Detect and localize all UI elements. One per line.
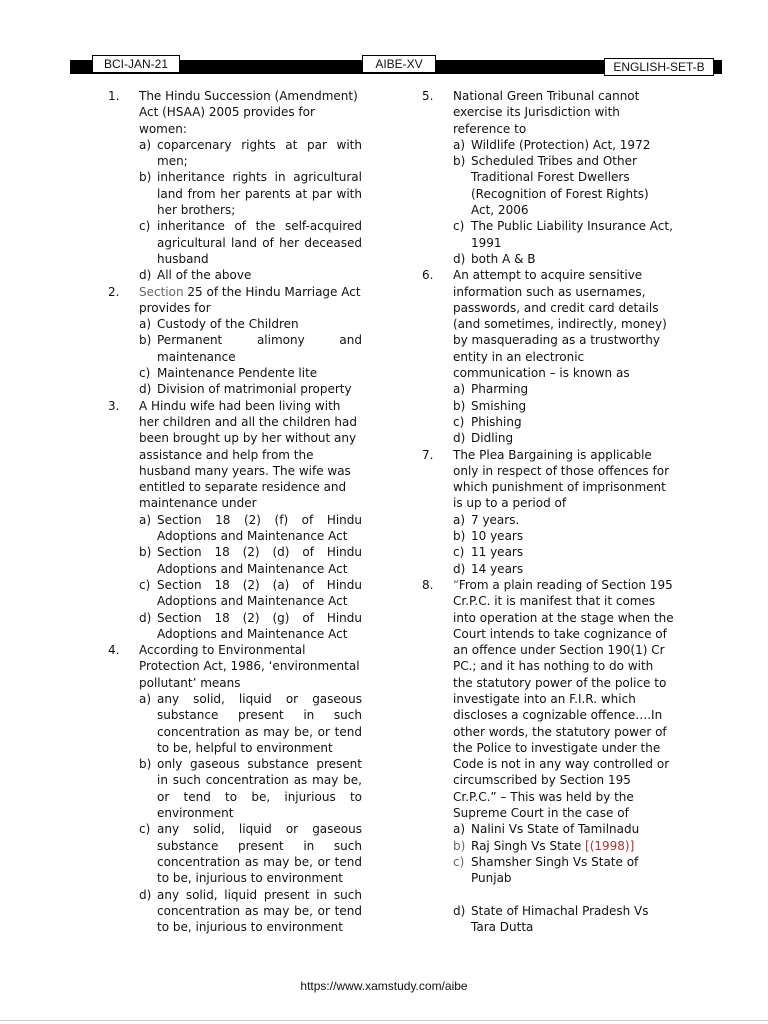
question-7 [422, 447, 675, 577]
option-c: c) Maintenance Pendente lite [139, 366, 318, 381]
option-d: d) Division of matrimonial property [139, 382, 352, 397]
left-column [108, 88, 362, 935]
header-exam-name: AIBE-XV [362, 55, 436, 73]
option-c: c) Phishing [453, 414, 522, 429]
header-left-code: BCI-JAN-21 [92, 55, 180, 73]
option-b: b) Smishing [453, 398, 527, 413]
question-text: A Hindu wife had been living with her children and all the children had been brought up by her without any assistance and help from the husband many years. The wife was entitled to separate residence and maintenance under [139, 398, 357, 511]
question-text: The Plea Bargaining is applicable only in respect of those offences for which punishment of imprisonment is up to a period of [453, 447, 669, 511]
option-c: c) any solid, liquid or gaseous substance present in such concentration as may be, or tend to be, injurious to environment [139, 822, 362, 886]
question-number: 3. [108, 398, 120, 413]
option-b: b) Permanent alimony and maintenance [139, 333, 362, 364]
option-b: b) 10 years [453, 529, 524, 544]
question-5 [422, 88, 675, 267]
option-a: a) Custody of the Children [139, 317, 299, 332]
question-8 [422, 577, 675, 935]
option-b: b) Scheduled Tribes and Other Traditional Forest Dwellers (Recognition of Forest Rights) Act, 2006 [453, 154, 649, 218]
footer-url[interactable]: https://www.xamstudy.com/aibe [300, 979, 468, 993]
question-text: National Green Tribunal cannot exercise its Jurisdiction with reference to [453, 89, 640, 136]
option-d: d) 14 years [453, 561, 524, 576]
option-d: d) both A & B [453, 251, 536, 266]
option-d: d) Didling [453, 431, 514, 446]
question-number: 7. [422, 447, 434, 462]
question-number: 8. [422, 577, 434, 592]
option-a: a) Pharming [453, 382, 529, 397]
question-2 [108, 284, 362, 398]
question-3 [108, 398, 362, 642]
option-a: a) Nalini Vs State of Tamilnadu [453, 822, 640, 837]
option-a: a) Section 18 (2) (f) of Hindu Adoptions and Maintenance Act [139, 512, 362, 544]
option-a: a) 7 years. [453, 512, 520, 527]
option-d: d) Section 18 (2) (g) of Hindu Adoptions and Maintenance Act [139, 610, 362, 641]
question-4 [108, 642, 362, 935]
option-c: c) The Public Liability Insurance Act, 1991 [453, 219, 673, 250]
question-text: “From a plain reading of Section 195 Cr.P.C. it is manifest that it comes into operation at the stage when the Court intends to take cognizance of an offence under Section 190(1) Cr PC.; and it has nothing to do with the statutory power of the police to investigate into an F.I.R. which discloses a cognizable offence….In other words, the statutory power of the Police to investigate under the Code is not in any way controlled or circumscribed by Section 195 Cr.P.C.” – This was held by the Supreme Court in the case of [453, 577, 674, 821]
option-a: a) any solid, liquid or gaseous substance present in such concentration as may be, or tend to be, helpful to environment [139, 691, 362, 755]
header-set-label: ENGLISH-SET-B [604, 58, 714, 76]
question-6 [422, 267, 675, 446]
question-number: 6. [422, 268, 434, 283]
question-text: The Hindu Succession (Amendment) Act (HSAA) 2005 provides for women: [139, 89, 358, 136]
option-b: b) Section 18 (2) (d) of Hindu Adoptions and Maintenance Act [139, 545, 362, 576]
right-column [422, 88, 675, 935]
question-1 [108, 88, 362, 284]
page-bottom-divider [0, 1020, 768, 1021]
question-number: 5. [422, 89, 434, 103]
question-number: 1. [108, 89, 120, 103]
question-number: 2. [108, 284, 120, 299]
option-b: b) Raj Singh Vs State [(1998)] [453, 838, 635, 853]
question-text: According to Environmental Protection Act, 1986, ‘environmental pollutant’ means [139, 643, 360, 690]
option-a: a) Wildlife (Protection) Act, 1972 [453, 137, 651, 152]
option-b: b) only gaseous substance present in such concentration as may be, or tend to be, injurious to environment [139, 757, 362, 821]
option-c: c) 11 years [453, 545, 524, 560]
option-c: c) Section 18 (2) (a) of Hindu Adoptions and Maintenance Act [139, 577, 362, 609]
option-c: c) Shamsher Singh Vs State of Punjab [453, 854, 639, 886]
option-b: b) inheritance rights in agricultural land from her parents at par with her brothers; [139, 170, 362, 218]
option-c: c) inheritance of the self-acquired agricultural land of her deceased husband [139, 219, 362, 266]
option-d: d) State of Himachal Pradesh Vs Tara Dutta [453, 903, 649, 934]
question-text: Section 25 of the Hindu Marriage Act provides for [139, 284, 361, 315]
option-d: d) any solid, liquid present in such concentration as may be, or tend to be, injurious to environment [139, 887, 362, 935]
option-a: a) coparcenary rights at par with men; [139, 137, 362, 169]
option-d: d) All of the above [139, 268, 252, 283]
question-number: 4. [108, 643, 120, 658]
question-text: An attempt to acquire sensitive information such as usernames, passwords, and credit card details (and sometimes, indirectly, money) by masquerading as a trustworthy entity in an electronic communication – is known as [453, 268, 667, 381]
